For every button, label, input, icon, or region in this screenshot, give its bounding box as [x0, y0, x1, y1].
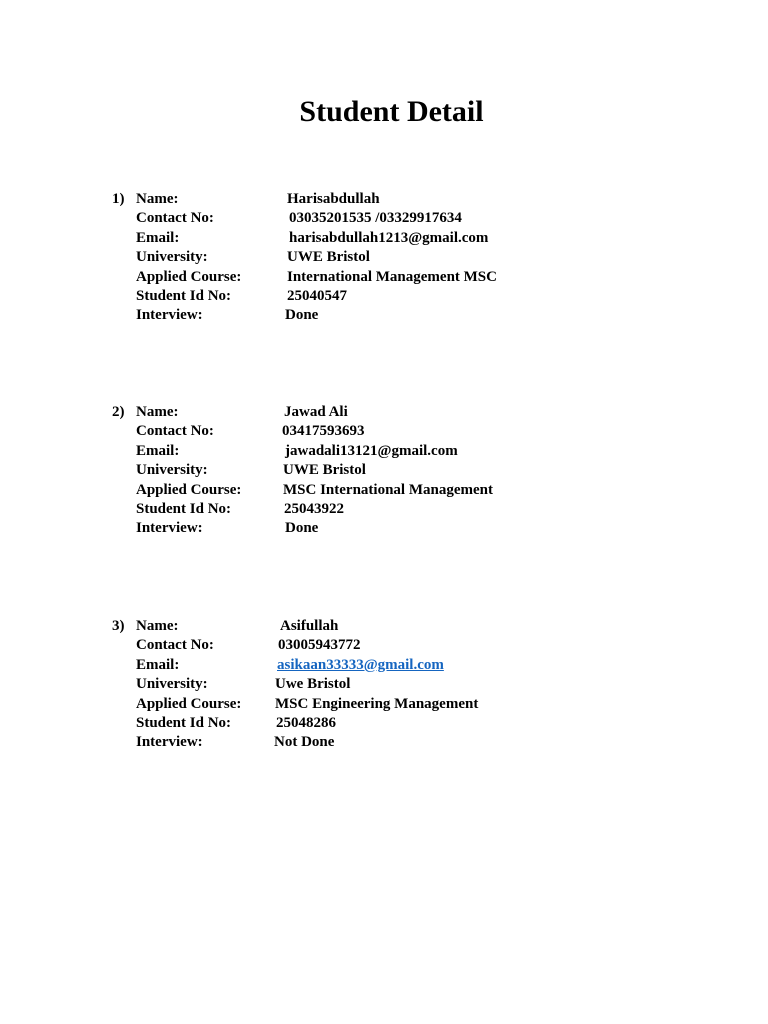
email-label: Email: — [136, 442, 180, 459]
page-title: Student Detail — [299, 95, 484, 128]
interview-value: Done — [285, 307, 319, 324]
contact-value: 03417593693 — [282, 423, 365, 440]
name-value: Asifullah — [280, 618, 339, 634]
email-label: Email: — [136, 229, 180, 246]
university-value: UWE Bristol — [287, 249, 370, 266]
course-value: MSC Engineering Management — [275, 695, 479, 712]
interview-label: Interview: — [136, 520, 203, 537]
university-value: Uwe Bristol — [275, 676, 351, 693]
interview-value: Not Done — [274, 734, 335, 751]
contact-label: Contact No: — [136, 210, 214, 227]
record-number: 1) — [112, 191, 125, 207]
course-label: Applied Course: — [136, 695, 242, 712]
interview-value: Done — [285, 520, 319, 537]
contact-value: 03035201535 /03329917634 — [289, 210, 462, 227]
student-id-label: Student Id No: — [136, 288, 232, 304]
contact-label: Contact No: — [136, 637, 214, 654]
contact-value: 03005943772 — [278, 637, 361, 654]
interview-label: Interview: — [136, 307, 203, 324]
record-number: 2) — [112, 404, 125, 420]
contact-label: Contact No: — [136, 423, 214, 440]
university-label: University: — [136, 676, 208, 693]
email-label: Email: — [136, 656, 180, 673]
university-label: University: — [136, 249, 208, 266]
course-value: MSC International Management — [283, 481, 493, 498]
name-label: Name: — [136, 404, 179, 420]
course-label: Applied Course: — [136, 481, 242, 498]
student-id-value: 25043922 — [284, 501, 344, 517]
email-link[interactable]: asikaan33333@gmail.com — [277, 656, 444, 673]
university-value: UWE Bristol — [283, 462, 366, 479]
email-value: jawadali13121@gmail.com — [285, 442, 458, 459]
name-label: Name: — [136, 618, 179, 634]
name-value: Jawad Ali — [284, 404, 348, 420]
name-label: Name: — [136, 191, 179, 207]
course-value: International Management MSC — [287, 268, 497, 285]
university-label: University: — [136, 462, 208, 479]
interview-label: Interview: — [136, 734, 203, 751]
name-value: Harisabdullah — [287, 191, 380, 207]
course-label: Applied Course: — [136, 268, 242, 285]
student-id-label: Student Id No: — [136, 715, 232, 731]
email-value: harisabdullah1213@gmail.com — [289, 229, 489, 246]
student-id-value: 25048286 — [276, 715, 336, 731]
student-id-value: 25040547 — [287, 288, 347, 304]
record-number: 3) — [112, 618, 125, 634]
student-id-label: Student Id No: — [136, 501, 232, 517]
